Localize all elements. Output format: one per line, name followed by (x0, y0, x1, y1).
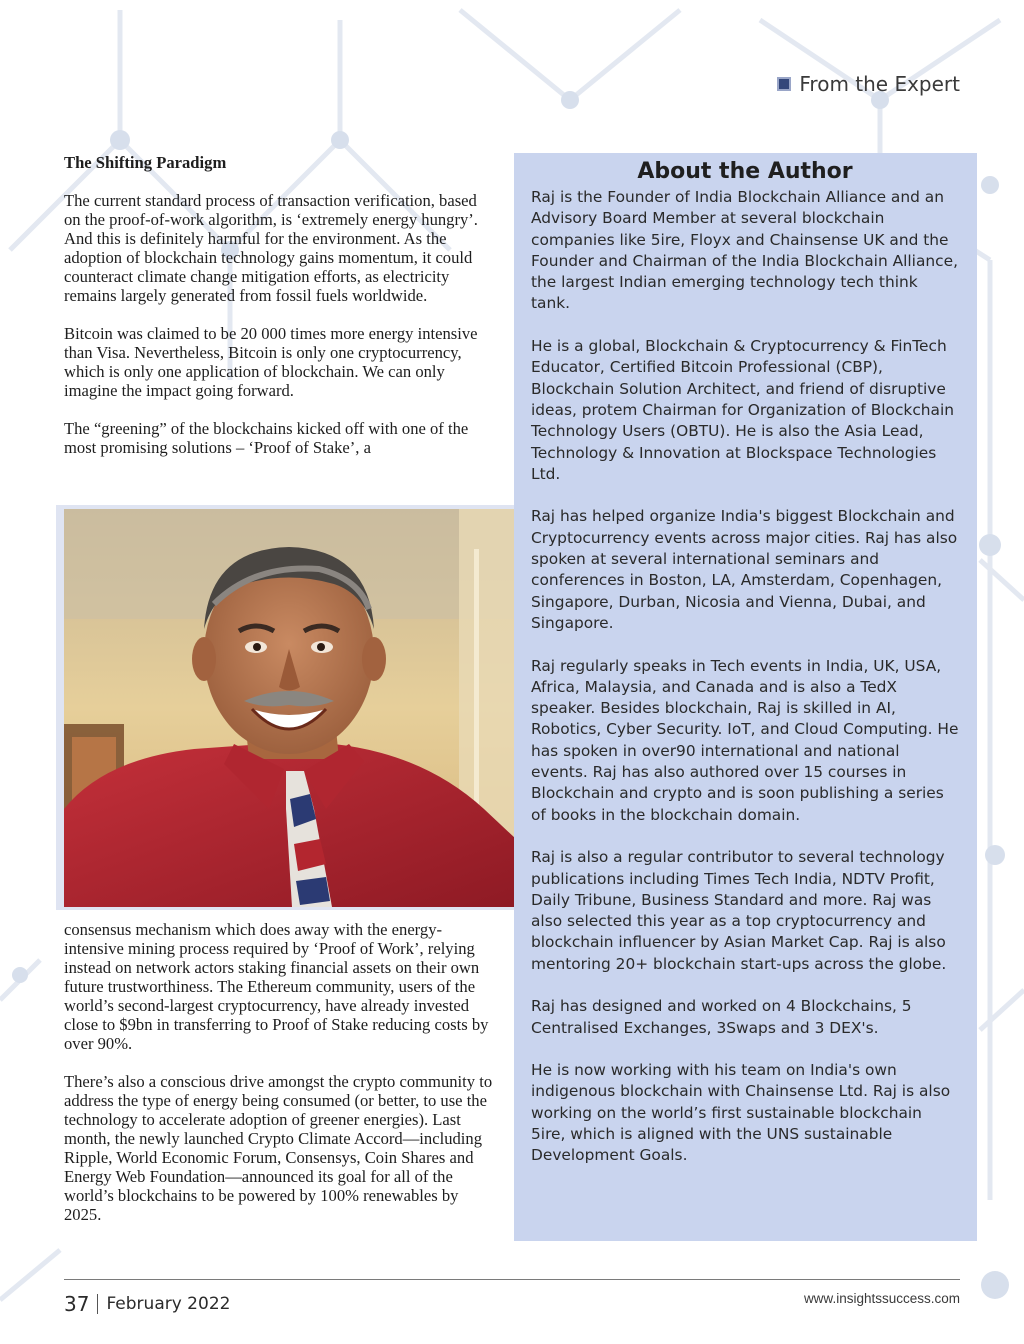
author-bio-paragraph: He is now working with his team on India's own indigenous blockchain with Chainsense Ltd. Raj is also working on the world’s first sustainable blockchain 5ire, which is aligned with the UNS sustainable Development Goals. (531, 1061, 951, 1165)
author-bio-paragraph: Raj is also a regular contributor to several technology publications including Times Tech India, NDTV Profit, Daily Tribune, Business Standard and more. Raj was also selected this year as a top cryptocurrency and blockchain influencer by Asian Market Cap. Raj is also mentoring 20+ blockchain start-ups across the globe. (531, 848, 947, 973)
website-url: www.insightssuccess.com (803, 1291, 960, 1306)
author-photo (56, 505, 516, 910)
section-header (777, 72, 960, 96)
footer-divider (64, 1279, 960, 1280)
article-column-top (64, 153, 496, 493)
section-label: From the Expert (799, 72, 960, 96)
author-bio-paragraph: Raj has designed and worked on 4 Blockchains, 5 Centralised Exchanges, 3Swaps and 3 DEX's. (531, 997, 912, 1037)
footer-page-info (64, 1292, 230, 1316)
author-bio-paragraph: Raj has helped organize India's biggest Blockchain and Cryptocurrency events across major cities. Raj has also spoken at several international seminars and conferences in Boston, LA, Amsterdam, Copenhagen, Singapore, Durban, Nicosia and Vienna, Dubai, and Singapore. (531, 507, 958, 632)
issue-date: February 2022 (106, 1294, 231, 1314)
page-number: 37 (64, 1292, 90, 1316)
footer-separator (97, 1294, 98, 1314)
article-paragraph: consensus mechanism which does away with the energy-intensive mining process required by ‘Proof of Work’, relying instead on network actors staking financial assets on their own future trustworthiness. The Ethereum community, users of the world’s second-largest cryptocurrency, have already invested close to $9bn in transferring to Proof of Stake reducing costs by over 90%. (64, 920, 489, 1053)
square-bullet-icon (777, 77, 791, 91)
article-column-bottom (64, 920, 496, 1240)
about-author-box (514, 153, 977, 1241)
article-paragraph: The current standard process of transaction verification, based on the proof-of-work algorithm, is ‘extremely energy hungry’. And this is definitely harmful for the environment. As the adoption of blockchain technology gains momentum, it could counteract climate change mitigation efforts, as electricity remains largely generated from fossil fuels worldwide. (64, 191, 478, 305)
about-author-title: About the Author (637, 159, 853, 184)
article-heading: The Shifting Paradigm (64, 153, 227, 172)
article-paragraph: Bitcoin was claimed to be 20 000 times more energy intensive than Visa. Nevertheless, Bitcoin is only one cryptocurrency, which is only one application of blockchain. We can only imagine the impact going forward. (64, 324, 478, 400)
author-bio-paragraph: Raj is the Founder of India Blockchain Alliance and an Advisory Board Member at several blockchain companies like 5ire, Floyx and Chainsense UK and the Founder and Chairman of the India Blockchain Alliance, the largest Indian emerging technology tech think tank. (531, 188, 958, 313)
author-portrait-image (64, 509, 516, 907)
author-bio-paragraph: He is a global, Blockchain & Cryptocurrency & FinTech Educator, Certified Bitcoin Professional (CBP), Blockchain Solution Architect, and friend of disruptive ideas, protem Chairman for Organization of Blockchain Technology Users (OBTU). He is also the Asia Lead, Technology & Innovation at Blockspace Technologies Ltd. (531, 337, 955, 483)
article-paragraph: There’s also a conscious drive amongst the crypto community to address the type of energy being consumed (or better, to use the technology to accelerate adoption of greener energies). Last month, the newly launched Crypto Climate Accord—including Ripple, World Economic Forum, Consensys, Coin Shares and Energy Web Foundation—announced its goal for all of the world’s blockchains to be powered by 100% renewables by 2025. (64, 1072, 493, 1224)
article-paragraph: The “greening” of the blockchains kicked off with one of the most promising solutions – ‘Proof of Stake’, a (64, 419, 469, 457)
author-bio-paragraph: Raj regularly speaks in Tech events in India, UK, USA, Africa, Malaysia, and Canada and is also a TedX speaker. Besides blockchain, Raj is skilled in AI, Robotics, Cyber Security. IoT, and Cloud Computing. He has spoken in over90 international and national events. Raj has also authored over 15 courses in Blockchain and crypto and is soon publishing a series of books in the blockchain domain. (531, 656, 959, 824)
